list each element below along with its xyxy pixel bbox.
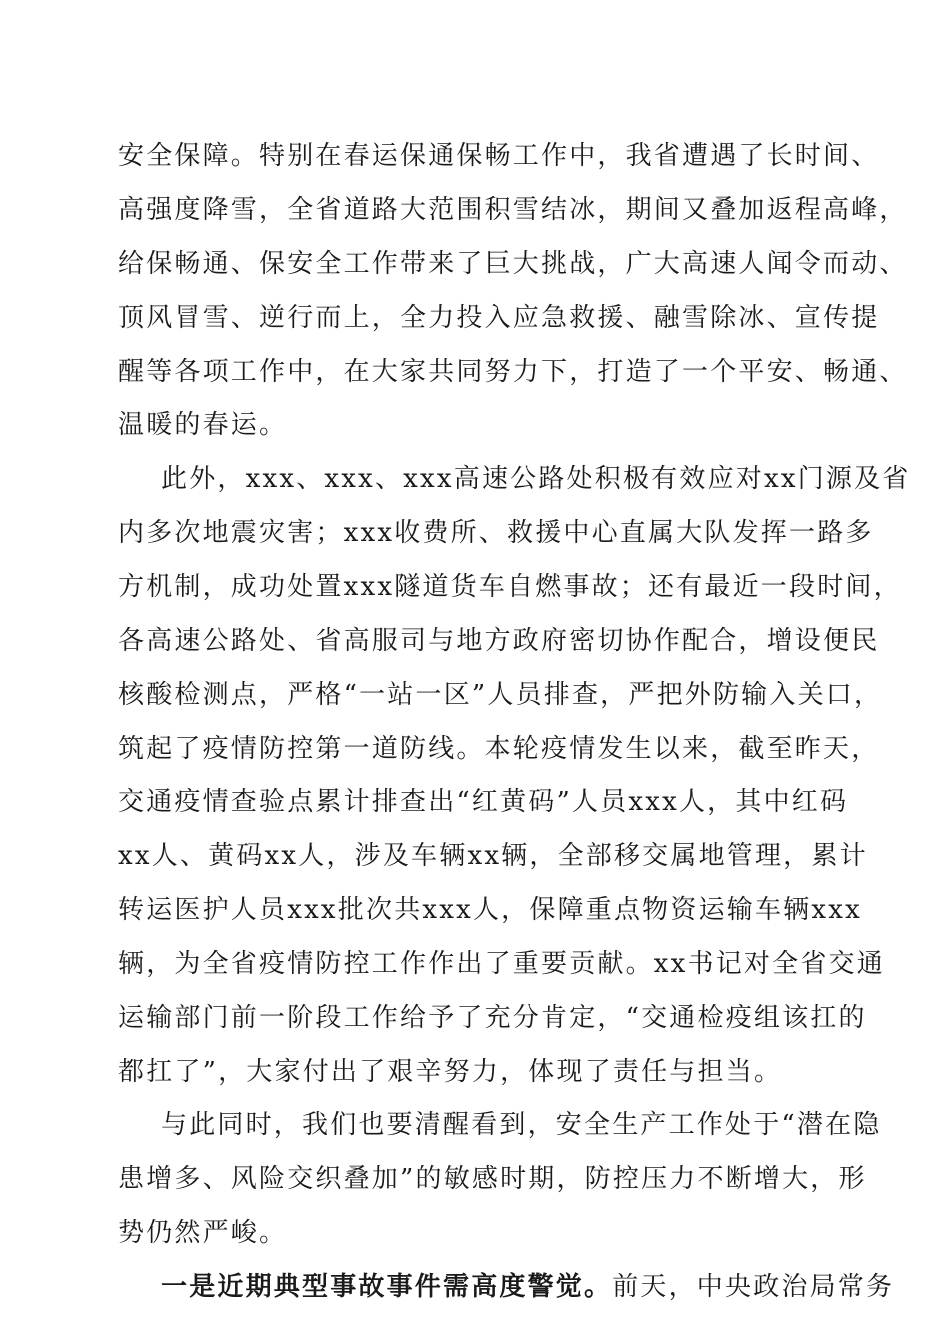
text-line: 筑起了疫情防控第一道防线。本轮疫情发生以来，截至昨天， (118, 734, 880, 764)
text-line: 各高速公路处、省高服司与地方政府密切协作配合，增设便民 (118, 626, 880, 656)
text-line: 醒等各项工作中，在大家共同努力下，打造了一个平安、畅通、 (118, 357, 908, 387)
text-line: 温暖的春运。 (118, 410, 288, 440)
text-line: 高强度降雪，全省道路大范围积雪结冰，期间又叠加返程高峰， (118, 195, 908, 225)
text-line: 安全保障。特别在春运保通保畅工作中，我省遭遇了长时间、 (118, 141, 880, 171)
text-line: 顶风冒雪、逆行而上，全力投入应急救援、融雪除冰、宣传提 (118, 303, 880, 333)
text-line: xx人、黄码xx人，涉及车辆xx辆，全部移交属地管理，累计 (118, 841, 868, 871)
paragraph-start: 此外，xxx、xxx、xxx高速公路处积极有效应对xx门源及省 (161, 464, 911, 494)
text-line: 内多次地震灾害；xxx收费所、救援中心直属大队发挥一路多 (118, 518, 874, 548)
text-span: 前天，中央政治局常务 (612, 1272, 895, 1302)
text-line: 转运医护人员xxx批次共xxx人，保障重点物资运输车辆xxx (118, 895, 862, 925)
text-line: 给保畅通、保安全工作带来了巨大挑战，广大高速人闻令而动、 (118, 249, 908, 279)
bold-heading: 一是近期典型事故事件需高度警觉。 (161, 1272, 613, 1302)
text-line: 辆，为全省疫情防控工作作出了重要贡献。xx书记对全省交通 (118, 949, 885, 979)
text-line: 交通疫情查验点累计排查出“红黄码”人员xxx人，其中红码 (118, 787, 849, 817)
text-line: 患增多、风险交织叠加”的敏感时期，防控压力不断增大，形 (118, 1164, 867, 1194)
text-line: 势仍然严峻。 (118, 1218, 288, 1248)
text-line: 方机制，成功处置xxx隧道货车自燃事故；还有最近一段时间， (118, 572, 902, 602)
text-line: 都扛了”，大家付出了艰辛努力，体现了责任与担当。 (118, 1057, 783, 1087)
text-line: 核酸检测点，严格“一站一区”人员排查，严把外防输入关口， (118, 680, 883, 710)
paragraph-start: 与此同时，我们也要清醒看到，安全生产工作处于“潜在隐 (161, 1110, 882, 1140)
text-line: 运输部门前一阶段工作给予了充分肯定，“交通检疫组该扛的 (118, 1003, 867, 1033)
paragraph-start (161, 1267, 894, 1307)
